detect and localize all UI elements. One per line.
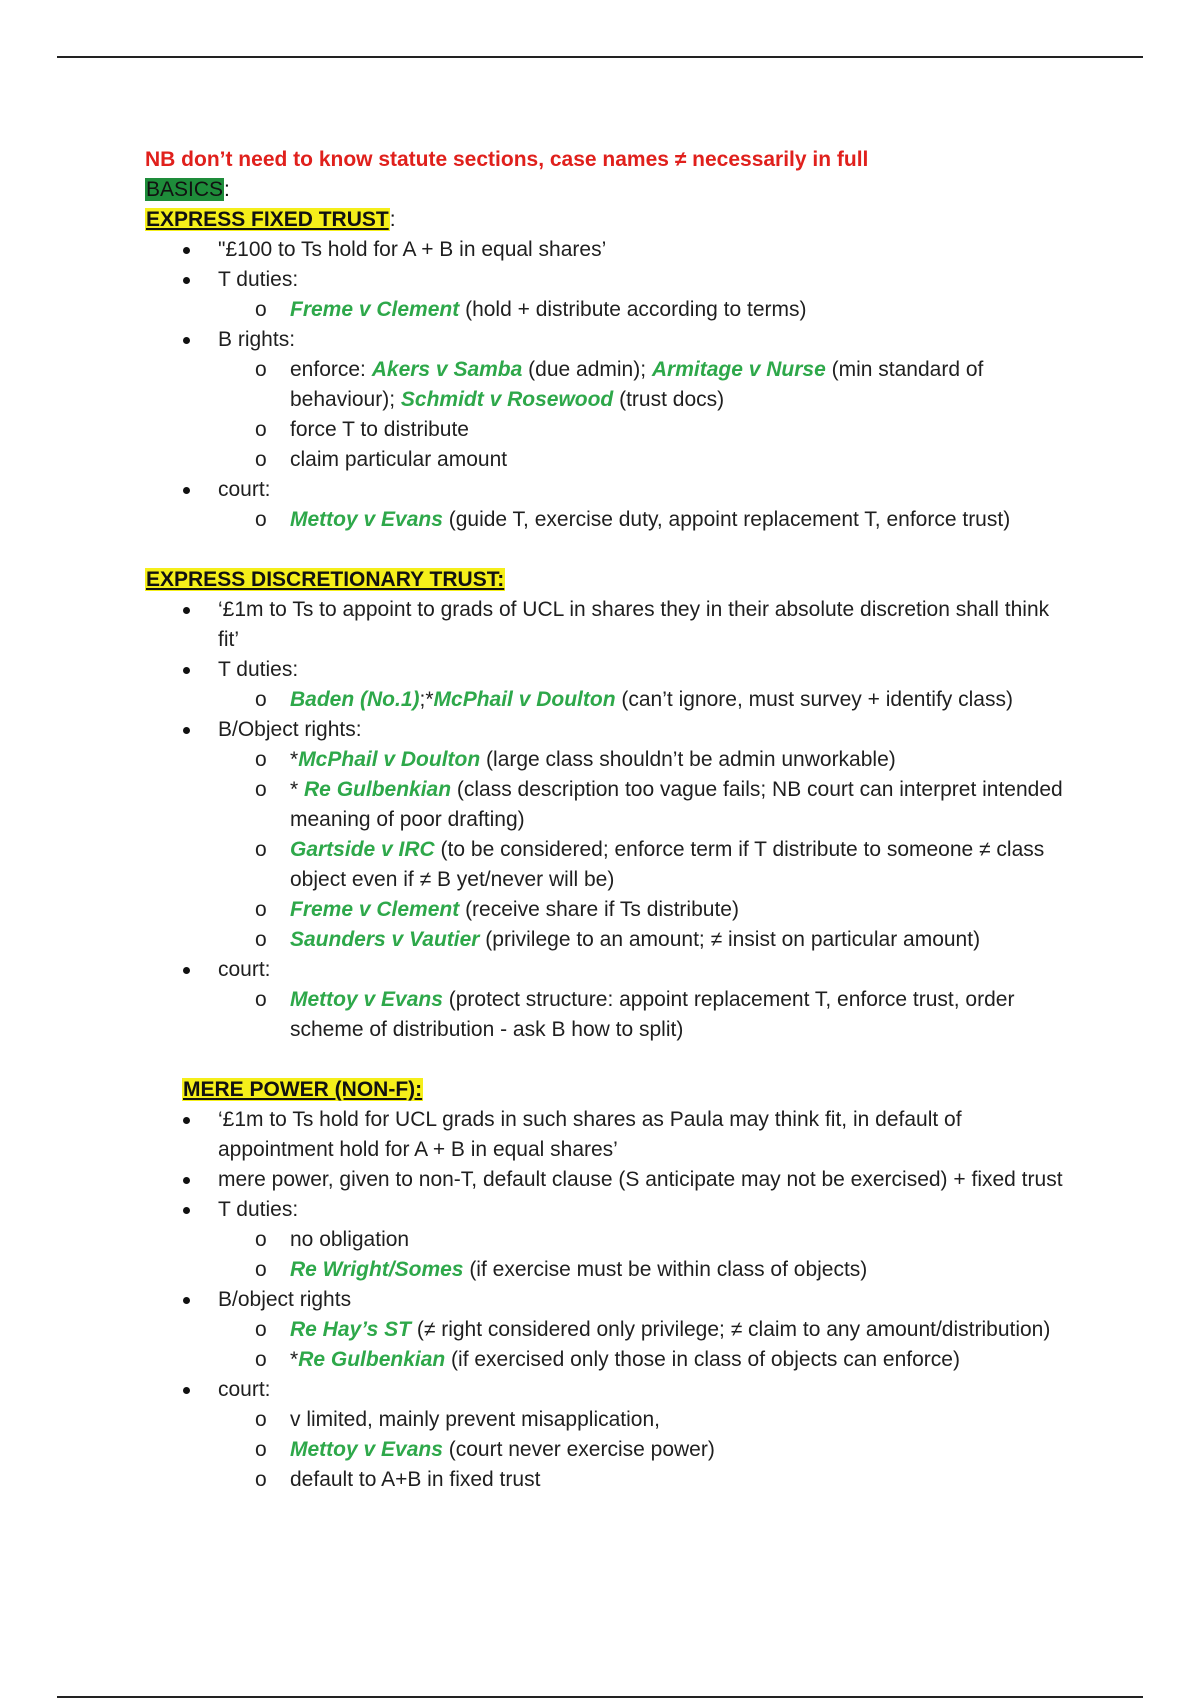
case-name: Re Gulbenkian: [298, 1348, 446, 1371]
list-item: ‘£1m to Ts to appoint to grads of UCL in shares they in their absolute discretion shall think fit’: [145, 595, 1065, 655]
circle-bullet-icon: o: [255, 298, 267, 321]
case-name: Mettoy v Evans: [290, 988, 443, 1011]
text: (large class shouldn’t be admin unworkable): [480, 748, 896, 771]
sub-item: [145, 685, 1065, 715]
sub-item: [145, 775, 1065, 835]
mere-power-title: MERE POWER (NON-F):: [183, 1078, 423, 1101]
text: (court never exercise power): [442, 1438, 715, 1461]
text: (≠ right considered only privilege; ≠ claim to any amount/distribution): [411, 1318, 1051, 1341]
text: (can’t ignore, must survey + identify class): [615, 688, 1013, 711]
case-name: Freme v Clement: [290, 298, 460, 321]
case-name: Akers v Samba: [371, 358, 523, 381]
nb-note: NB don’t need to know statute sections, case names ≠ necessarily in full: [145, 148, 869, 171]
circle-bullet-icon: o: [255, 448, 267, 471]
text: *: [290, 748, 299, 771]
text: (to be considered; enforce term if T distribute to someone ≠ class object even if ≠ B yet/never will be): [290, 838, 1045, 891]
circle-bullet-icon: o: [255, 508, 267, 531]
text: (if exercise must be within class of objects): [463, 1258, 868, 1281]
mere-power-heading: [145, 1075, 1065, 1105]
basics-heading: [145, 175, 1065, 205]
case-name: McPhail v Doulton: [433, 688, 616, 711]
sub-item: [145, 1465, 1065, 1495]
fixed-trust-colon: :: [389, 208, 396, 231]
text: force T to distribute: [290, 418, 469, 441]
list-item: B/Object rights:: [145, 715, 1065, 745]
discretionary-trust-heading: [145, 565, 1065, 595]
discretionary-trust-title: EXPRESS DISCRETIONARY TRUST:: [146, 568, 505, 591]
text: v limited, mainly prevent misapplication,: [290, 1408, 660, 1431]
circle-bullet-icon: o: [255, 1408, 267, 1431]
sub-item: [145, 355, 1065, 415]
text: no obligation: [290, 1228, 410, 1251]
text: (if exercised only those in class of objects can enforce): [445, 1348, 960, 1371]
case-name: Saunders v Vautier: [290, 928, 480, 951]
list-item: B/object rights: [145, 1285, 1065, 1315]
text: (guide T, exercise duty, appoint replacement T, enforce trust): [442, 508, 1011, 531]
text: enforce:: [290, 358, 372, 381]
circle-bullet-icon: o: [255, 778, 267, 801]
circle-bullet-icon: o: [255, 1348, 267, 1371]
circle-bullet-icon: o: [255, 838, 267, 861]
sub-item: [145, 1345, 1065, 1375]
sub-item: [145, 1405, 1065, 1435]
list-item: ‘£1m to Ts hold for UCL grads in such shares as Paula may think fit, in default of appointment hold for A + B in equal shares’: [145, 1105, 1065, 1165]
list-item: court:: [145, 955, 1065, 985]
circle-bullet-icon: o: [255, 1438, 267, 1461]
list-item: "£100 to Ts hold for A + B in equal shares’: [145, 235, 1065, 265]
text: ;*: [419, 688, 434, 711]
text: (due admin);: [522, 358, 652, 381]
list-item: court:: [145, 1375, 1065, 1405]
circle-bullet-icon: o: [255, 748, 267, 771]
sub-item: [145, 745, 1065, 775]
circle-bullet-icon: o: [255, 418, 267, 441]
circle-bullet-icon: o: [255, 898, 267, 921]
spacer: [145, 535, 1065, 565]
sub-item: [145, 1435, 1065, 1465]
text: (privilege to an amount; ≠ insist on particular amount): [479, 928, 981, 951]
top-rule: [57, 56, 1143, 58]
circle-bullet-icon: o: [255, 358, 267, 381]
sub-item: [145, 985, 1065, 1045]
list-item: T duties:: [145, 265, 1065, 295]
text: default to A+B in fixed trust: [290, 1468, 541, 1491]
list-item: mere power, given to non-T, default clause (S anticipate may not be exercised) + fixed trust: [145, 1165, 1065, 1195]
sub-item: [145, 505, 1065, 535]
sub-item: [145, 415, 1065, 445]
list-item: T duties:: [145, 1195, 1065, 1225]
bottom-rule: [57, 1696, 1143, 1698]
case-name: Mettoy v Evans: [290, 508, 443, 531]
case-name: Armitage v Nurse: [651, 358, 826, 381]
text: (: [459, 298, 473, 321]
circle-bullet-icon: o: [255, 928, 267, 951]
sub-item: [145, 445, 1065, 475]
circle-bullet-icon: o: [255, 988, 267, 1011]
text: (protect structure: appoint replacement T, enforce trust, order scheme of distribution - ask B how to split): [290, 988, 1015, 1041]
case-name: Re Hay’s ST: [290, 1318, 412, 1341]
text: (min standard of behaviour);: [290, 358, 984, 411]
sub-item: [145, 925, 1065, 955]
case-name: Re Wright/Somes: [290, 1258, 464, 1281]
text: hold + distribute according to terms): [472, 298, 807, 321]
basics-label: BASICS: [146, 178, 224, 201]
case-name: Baden (No.1): [290, 688, 420, 711]
fixed-trust-title: EXPRESS FIXED TRUST: [146, 208, 389, 231]
circle-bullet-icon: o: [255, 688, 267, 711]
case-name: Schmidt v Rosewood: [400, 388, 614, 411]
text: (trust docs): [613, 388, 725, 411]
list-item: T duties:: [145, 655, 1065, 685]
circle-bullet-icon: o: [255, 1258, 267, 1281]
case-name: Gartside v IRC: [290, 838, 435, 861]
sub-item: [145, 1315, 1065, 1345]
list-item: B rights:: [145, 325, 1065, 355]
text: (receive share if Ts distribute): [459, 898, 739, 921]
list-item: court:: [145, 475, 1065, 505]
fixed-trust-heading: [145, 205, 1065, 235]
sub-item: [145, 295, 1065, 325]
circle-bullet-icon: o: [255, 1318, 267, 1341]
document-body: [145, 145, 1065, 1495]
case-name: Mettoy v Evans: [290, 1438, 443, 1461]
sub-item: [145, 835, 1065, 895]
text: *: [290, 778, 305, 801]
text: claim particular amount: [290, 448, 508, 471]
text: *: [290, 1348, 299, 1371]
case-name: McPhail v Doulton: [298, 748, 481, 771]
case-name: Re Gulbenkian: [304, 778, 452, 801]
circle-bullet-icon: o: [255, 1468, 267, 1491]
sub-item: [145, 895, 1065, 925]
sub-item: [145, 1225, 1065, 1255]
sub-item: [145, 1255, 1065, 1285]
circle-bullet-icon: o: [255, 1228, 267, 1251]
basics-colon: :: [224, 178, 230, 201]
spacer: [145, 1045, 1065, 1075]
text: (class description too vague fails; NB court can interpret intended meaning of poor drafting): [290, 778, 1063, 831]
case-name: Freme v Clement: [290, 898, 460, 921]
